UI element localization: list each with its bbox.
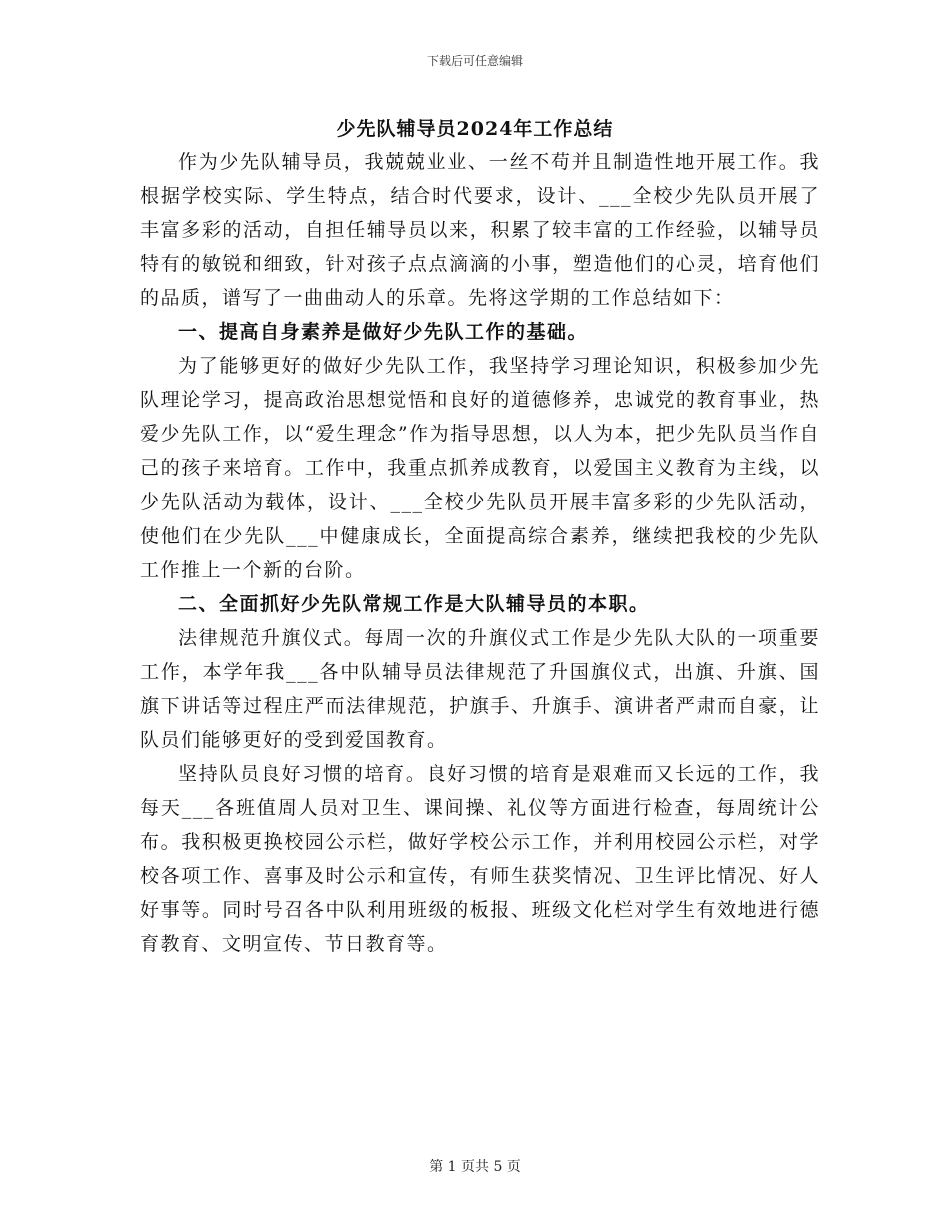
document-title: 少先队辅导员2024年工作总结 xyxy=(336,118,614,140)
paragraph-intro: 作为少先队辅导员，我兢兢业业、一丝不苟并且制造性地开展工作。我根据学校实际、学生特点，结合时代要求，设计、___全校少先队员开展了丰富多彩的活动，自担任辅导员以来，积累了较丰富的工作经验，以辅导员特有的敏锐和细致，针对孩子点点滴滴的小事，塑造他们的心灵，培育他们的品质，谱写了一曲曲动人的乐章。先将这学期的工作总结如下： xyxy=(140,151,820,309)
document-body xyxy=(140,145,820,961)
paragraph-habits: 坚持队员良好习惯的培育。良好习惯的培育是艰难而又长远的工作，我每天___各班值周人员对卫生、课间操、礼仪等方面进行检查，每周统计公布。我积极更换校园公示栏，做好学校公示工作，并利用校园公示栏，对学校各项工作、喜事及时公示和宣传，有师生获奖情况、卫生评比情况、好人好事等。同时号召各中队利用班级的板报、班级文化栏对学生有效地进行德育教育、文明宣传、节日教育等。 xyxy=(140,763,820,955)
page-header: 下载后可任意编辑 xyxy=(426,54,523,68)
paragraph-section-1: 为了能够更好的做好少先队工作，我坚持学习理论知识，积极参加少先队理论学习，提高政治思想觉悟和良好的道德修养，忠诚党的教育事业，热爱少先队工作，以“爱生理念”作为指导思想，以人为本，把少先队员当作自己的孩子来培育。工作中，我重点抓养成教育，以爱国主义教育为主线，以少先队活动为载体，设计、___全校少先队员开展丰富多彩的少先队活动，使他们在少先队___中健康成长，全面提高综合素养，继续把我校的少先队工作推上一个新的台阶。 xyxy=(140,355,820,581)
section-heading-1: 一、提高自身素养是做好少先队工作的基础。 xyxy=(178,321,589,343)
section-heading-2: 二、全面抓好少先队常规工作是大队辅导员的本职。 xyxy=(178,593,650,615)
page-footer: 第 1 页共 5 页 xyxy=(429,1159,521,1175)
paragraph-flag-ceremony: 法律规范升旗仪式。每周一次的升旗仪式工作是少先队大队的一项重要工作，本学年我___各中队辅导员法律规范了升国旗仪式，出旗、升旗、国旗下讲话等过程庄严而法律规范，护旗手、升旗手、演讲者严肃而自豪，让队员们能够更好的受到爱国教育。 xyxy=(140,627,820,751)
